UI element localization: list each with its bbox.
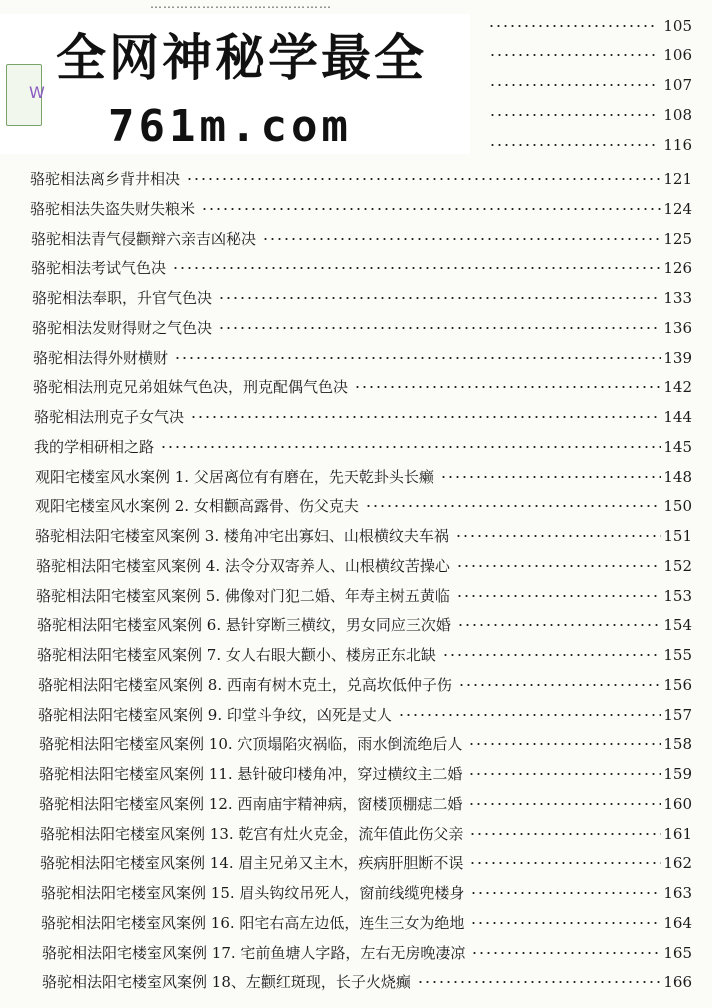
toc-page-number: 133 <box>663 289 692 307</box>
toc-entry-title: 骆驼相法失盗失财失粮米 <box>30 199 196 218</box>
toc-entry[interactable] <box>42 970 692 994</box>
dot-leader <box>468 803 661 805</box>
toc-entry[interactable] <box>35 524 692 548</box>
toc-entry[interactable] <box>40 851 692 875</box>
toc-entry[interactable] <box>35 494 692 518</box>
dot-leader <box>469 833 661 835</box>
toc-entry[interactable] <box>32 286 692 310</box>
toc-entry[interactable] <box>30 197 692 221</box>
toc-entry-title: 骆驼相法阳宅楼室风案例 14. 眉主兄弟又主木，疾病肝胆断不误 <box>40 854 464 873</box>
watermark-url: 761m.com <box>108 101 352 152</box>
dot-leader <box>489 84 658 86</box>
toc-entry-title: 骆驼相法阳宅楼室风案例 6. 悬针穿断三横纹，男女同应三次婚 <box>37 616 451 635</box>
dot-leader <box>398 714 662 716</box>
badge-letter: W <box>29 83 45 102</box>
toc-entry[interactable] <box>40 822 692 846</box>
toc-entry[interactable] <box>38 703 692 727</box>
dot-leader <box>442 654 662 656</box>
toc-entry[interactable] <box>31 227 692 251</box>
toc-page-number: 156 <box>663 675 692 694</box>
dot-leader <box>458 684 662 686</box>
toc-entry-title: 骆驼相法阳宅楼室风案例 13. 乾宫有灶火克金，流年值此伤父亲 <box>40 824 464 843</box>
toc-entry-title: 观阳宅楼室风水案例 1. 父居离位有有磨在，先天乾卦头长癞 <box>35 467 434 486</box>
toc-page-number: 157 <box>663 705 692 724</box>
toc-entry[interactable] <box>31 256 692 280</box>
toc-page-number: 125 <box>663 229 692 248</box>
toc-entry[interactable] <box>37 613 692 637</box>
toc-page-number: 159 <box>663 765 692 783</box>
toc-page-number: 165 <box>663 943 692 962</box>
toc-page-number: 161 <box>663 824 692 843</box>
toc-page-number: 106 <box>663 46 692 64</box>
dot-leader <box>489 144 658 146</box>
toc-entry[interactable] <box>39 762 692 786</box>
dot-leader <box>160 446 661 448</box>
toc-page-number: 105 <box>663 17 692 35</box>
toc-page-number: 162 <box>663 854 692 873</box>
toc-page-number: 152 <box>663 556 692 575</box>
toc-page-number: 145 <box>663 437 692 456</box>
toc-entry[interactable] <box>34 435 692 459</box>
toc-page-number: 136 <box>663 318 692 337</box>
toc-page-number: 158 <box>663 735 692 754</box>
dot-leader <box>365 505 662 507</box>
toc-page-number: 163 <box>663 884 692 902</box>
dot-leader <box>456 595 662 597</box>
toc-entry-title: 骆驼相法刑克子女气决 <box>34 408 185 426</box>
toc-page-number: 121 <box>663 170 692 188</box>
toc-page-number: 166 <box>663 973 692 992</box>
toc-page-number: 116 <box>663 136 692 154</box>
toc-page-number: 151 <box>663 527 692 545</box>
dot-leader <box>468 743 661 745</box>
toc-entry-title: 我的学相研相之路 <box>34 437 155 456</box>
toc-entry[interactable] <box>38 673 692 697</box>
dot-leader <box>417 981 662 983</box>
toc-entry[interactable] <box>33 375 692 399</box>
dot-leader <box>470 892 661 894</box>
toc-page-number: 148 <box>663 467 692 486</box>
dot-leader <box>201 208 661 210</box>
toc-entry[interactable] <box>37 643 692 667</box>
toc-page-number: 139 <box>663 348 692 367</box>
toc-page-number: 107 <box>663 76 692 94</box>
cropped-header-fragment: …………………………………… <box>150 0 332 8</box>
toc-entry[interactable] <box>32 316 692 340</box>
toc-entry[interactable] <box>42 941 692 965</box>
toc-entry-title: 骆驼相法阳宅楼室风案例 3. 楼角冲宅出寡妇、山根横纹夫车祸 <box>35 527 449 545</box>
dot-leader <box>172 267 661 269</box>
watermark-banner <box>0 14 470 154</box>
toc-entry-title: 骆驼相法阳宅楼室风案例 10. 穴顶塌陷灾祸临，雨水倒流绝后人 <box>39 735 463 754</box>
toc-entry[interactable] <box>36 584 692 608</box>
dot-leader <box>470 922 661 924</box>
dot-leader <box>457 624 662 626</box>
toc-entry-title: 骆驼相法得外财横财 <box>33 348 169 367</box>
toc-entry-title: 骆驼相法阳宅楼室风案例 15. 眉头钩纹吊死人，窗前线缆兜楼身 <box>41 884 465 902</box>
toc-entry[interactable] <box>41 911 692 935</box>
toc-page-number: 108 <box>663 106 692 124</box>
toc-entry[interactable] <box>39 792 692 816</box>
dot-leader <box>469 862 661 864</box>
toc-page-number: 144 <box>663 408 692 426</box>
dot-leader <box>218 297 661 299</box>
toc-entry[interactable] <box>36 554 692 578</box>
toc-entry[interactable] <box>39 732 692 756</box>
toc-page-number: 150 <box>663 497 692 516</box>
dot-leader <box>456 565 662 567</box>
toc-entry-title: 骆驼相法青气侵颧辩六亲吉凶秘决 <box>31 229 257 248</box>
toc-entry[interactable] <box>34 405 692 429</box>
toc-page-number: 153 <box>663 586 692 605</box>
dot-leader <box>489 54 658 56</box>
toc-page-number: 164 <box>663 913 692 932</box>
toc-page-number: 160 <box>663 794 692 813</box>
toc-entry-title: 骆驼相法阳宅楼室风案例 16. 阳宅右高左边低，连生三女为绝地 <box>41 913 465 932</box>
toc-entry-title: 骆驼相法阳宅楼室风案例 17. 宅前鱼塘人字路，左右无房晚凄凉 <box>42 943 466 962</box>
toc-page-number: 142 <box>663 378 692 397</box>
toc-entry[interactable] <box>41 881 692 905</box>
toc-entry-title: 骆驼相法阳宅楼室风案例 7. 女人右眼大颧小、楼房正东北缺 <box>37 646 436 664</box>
toc-entry[interactable] <box>30 167 692 191</box>
toc-entry-title: 骆驼相法刑克兄弟姐妹气色决，刑克配偶气色决 <box>33 378 349 397</box>
toc-entry-title: 骆驼相法奉职，升官气色决 <box>32 289 213 307</box>
toc-page-number: 124 <box>663 199 692 218</box>
toc-entry-title: 骆驼相法阳宅楼室风案例 11. 悬针破印楼角冲，穿过横纹主二婚 <box>39 765 463 783</box>
toc-entry-title: 骆驼相法阳宅楼室风案例 5. 佛像对门犯二婚、年寿主树五黄临 <box>36 586 450 605</box>
toc-entry-title: 骆驼相法阳宅楼室风案例 9. 印堂斗争纹，凶死是丈人 <box>38 705 392 724</box>
dot-leader <box>455 535 662 537</box>
toc-entry-title: 骆驼相法阳宅楼室风案例 12. 西南庙宇精神病，窗楼顶棚痣二婚 <box>39 794 463 813</box>
watermark-badge-icon <box>6 64 45 126</box>
dot-leader <box>488 25 658 27</box>
toc-entry-title: 骆驼相法离乡背井相决 <box>30 170 181 188</box>
dot-leader <box>440 476 662 478</box>
toc-entry-title: 骆驼相法阳宅楼室风案例 4. 法令分双寄养人、山根横纹苦操心 <box>36 556 450 575</box>
toc-page-number: 126 <box>663 259 692 278</box>
dot-leader <box>218 327 661 329</box>
toc-entry-title: 骆驼相法发财得财之气色决 <box>32 318 213 337</box>
toc-page-number: 154 <box>663 616 692 635</box>
dot-leader <box>262 238 661 240</box>
watermark-title: 全网神秘学最全 <box>56 29 427 87</box>
dot-leader <box>190 416 661 418</box>
toc-entry-title: 骆驼相法考试气色决 <box>31 259 167 278</box>
toc-entry[interactable] <box>33 346 692 370</box>
toc-page-number: 155 <box>663 646 692 664</box>
toc-entry-title: 骆驼相法阳宅楼室风案例 8. 西南有树木克土，兑高坎低仲子伤 <box>38 675 452 694</box>
toc-entry-title: 骆驼相法阳宅楼室风案例 18、左颧红斑现，长子火烧癫 <box>42 973 411 992</box>
dot-leader <box>468 773 661 775</box>
dot-leader <box>354 386 661 388</box>
toc-entry[interactable] <box>35 465 692 489</box>
dot-leader <box>489 114 658 116</box>
toc-entry-title: 观阳宅楼室风水案例 2. 女相颧高露骨、伤父克夫 <box>35 497 359 516</box>
dot-leader <box>186 178 661 180</box>
dot-leader <box>471 952 661 954</box>
dot-leader <box>174 357 661 359</box>
